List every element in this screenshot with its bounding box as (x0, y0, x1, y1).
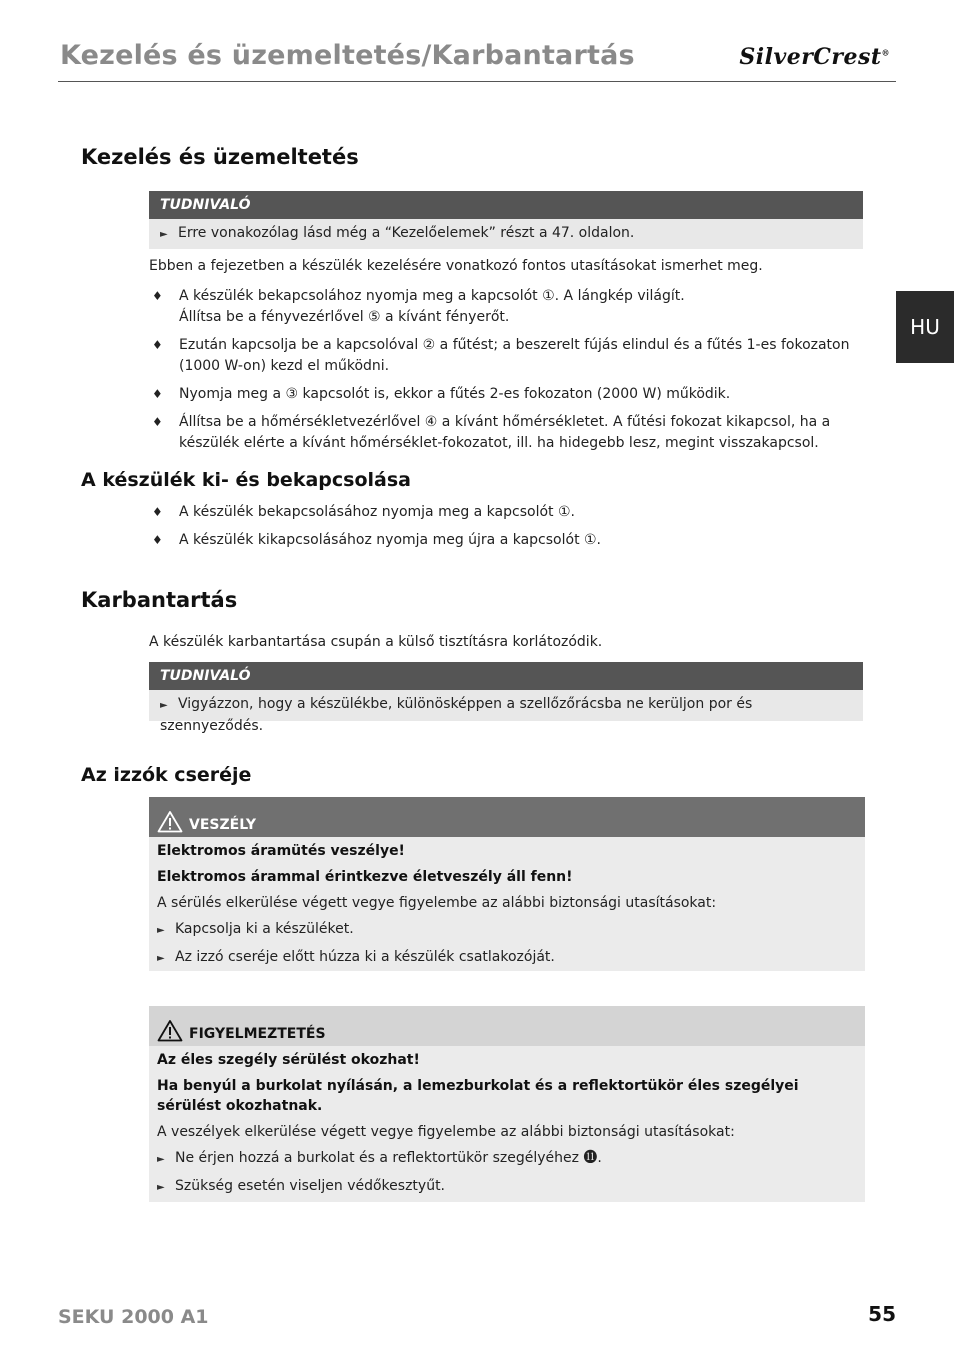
page-number: 55 (868, 1302, 896, 1326)
list-item (152, 384, 862, 405)
danger-bold-line: Elektromos árammal érintkezve életveszély áll fenn! (157, 869, 573, 885)
on-off-list (152, 502, 862, 558)
warning-triangle-icon (157, 1019, 183, 1042)
warning-header (149, 1006, 865, 1046)
list-item-text: A készülék bekapcsolásához nyomja meg a kapcsolót ①. (179, 504, 575, 520)
note-text: Vigyázzon, hogy a készülékbe, különösképpen a szellőzőrácsba ne kerüljon por és szennyeződés. (160, 696, 753, 734)
danger-bold-line: Elektromos áramütés veszélye! (157, 843, 405, 859)
list-item-text: Nyomja meg a ③ kapcsolót is, ekkor a fűtés 2-es fokozaton (2000 W) működik. (179, 386, 731, 402)
operation-steps-list (152, 286, 862, 461)
note-label: TUDNIVALÓ (149, 191, 863, 219)
list-item (152, 335, 862, 377)
triangle-right-icon: ► (157, 1182, 165, 1193)
triangle-right-icon: ► (157, 925, 165, 936)
section-heading-maintenance: Karbantartás (81, 588, 238, 612)
note-content (149, 219, 863, 251)
warning-item (157, 1176, 857, 1198)
warning-label: FIGYELMEZTETÉS (189, 1026, 326, 1042)
brand-logo (739, 44, 890, 70)
note-text: Erre vonakozólag lásd még a “Kezelőelemek” részt a 47. oldalon. (178, 225, 635, 241)
diamond-icon: ♦ (152, 533, 163, 547)
danger-header (149, 797, 865, 837)
triangle-right-icon: ► (160, 229, 168, 240)
list-item (152, 502, 862, 523)
note-box-operation (149, 191, 863, 249)
warning-content (149, 1046, 865, 1212)
intro-paragraph: Ebben a fejezetben a készülék kezelésére vonatkozó fontos utasításokat ismerhet meg. (149, 258, 763, 274)
note-content (149, 690, 863, 742)
danger-label: VESZÉLY (189, 817, 257, 833)
section-heading-on-off: A készülék ki- és bekapcsolása (81, 469, 411, 491)
danger-item-text: Az izzó cseréje előtt húzza ki a készülék csatlakozóját. (175, 949, 555, 965)
list-item (152, 286, 862, 328)
warning-item-text: Ne érjen hozzá a burkolat és a reflektortükör szegélyéhez ⓫. (175, 1150, 602, 1166)
list-item-text: A készülék kikapcsolásához nyomja meg újra a kapcsolót ①. (179, 532, 602, 548)
warning-item (157, 1148, 857, 1170)
list-item (152, 530, 862, 551)
list-item-text: Ezután kapcsolja be a kapcsolóval ② a fűtést; a beszerelt fújás elindul és a fűtés 1-es fokozaton (1000 W-on) kezd el működni. (179, 337, 850, 374)
danger-content (149, 837, 865, 983)
note-label: TUDNIVALÓ (149, 662, 863, 690)
note-box-maintenance (149, 662, 863, 734)
triangle-right-icon: ► (157, 953, 165, 964)
section-heading-bulb-replacement: Az izzók cseréje (81, 764, 252, 786)
warning-text: A veszélyek elkerülése végett vegye figyelembe az alábbi biztonsági utasításokat: (157, 1124, 735, 1140)
brand-logo-text: SilverCrest (739, 44, 882, 70)
warning-triangle-icon (157, 810, 183, 833)
danger-item-text: Kapcsolja ki a készüléket. (175, 921, 354, 937)
warning-bold-line: Ha benyúl a burkolat nyílásán, a lemezburkolat és a reflektortükör éles szegélyei sérülést okozhatnak. (157, 1078, 799, 1114)
triangle-right-icon: ► (157, 1154, 165, 1165)
header-divider (58, 81, 896, 82)
danger-item (157, 947, 857, 969)
language-tab: HU (896, 291, 954, 363)
diamond-icon: ♦ (152, 505, 163, 519)
section-heading-operation: Kezelés és üzemeltetés (81, 145, 359, 169)
warning-item-text: Szükség esetén viseljen védőkesztyűt. (175, 1178, 446, 1194)
diamond-icon: ♦ (152, 289, 163, 303)
triangle-right-icon: ► (160, 700, 168, 711)
diamond-icon: ♦ (152, 387, 163, 401)
list-item-text: Állítsa be a hőmérsékletvezérlővel ④ a kívánt hőmérsékletet. A fűtési fokozat kikapcsol, ha a készülék elérte a kívánt hőmérséklet-fokozatot, ill. ha hidegebb lesz, megint visszakapcsol. (179, 414, 831, 451)
registered-mark: ® (881, 47, 890, 58)
diamond-icon: ♦ (152, 415, 163, 429)
danger-box (149, 797, 865, 971)
warning-bold-line: Az éles szegély sérülést okozhat! (157, 1052, 420, 1068)
danger-text: A sérülés elkerülése végett vegye figyelembe az alábbi biztonsági utasításokat: (157, 895, 717, 911)
list-item (152, 412, 862, 454)
diamond-icon: ♦ (152, 338, 163, 352)
list-item-text: A készülék bekapcsolához nyomja meg a kapcsolót ①. A lángkép világít. Állítsa be a fényvezérlővel ⑤ a kívánt fényerőt. (179, 288, 685, 325)
page-header-title: Kezelés és üzemeltetés/Karbantartás (60, 40, 635, 71)
maintenance-paragraph: A készülék karbantartása csupán a külső tisztításra korlátozódik. (149, 634, 603, 650)
footer-model-name: SEKU 2000 A1 (58, 1306, 209, 1328)
danger-item (157, 919, 857, 941)
warning-box (149, 1006, 865, 1202)
